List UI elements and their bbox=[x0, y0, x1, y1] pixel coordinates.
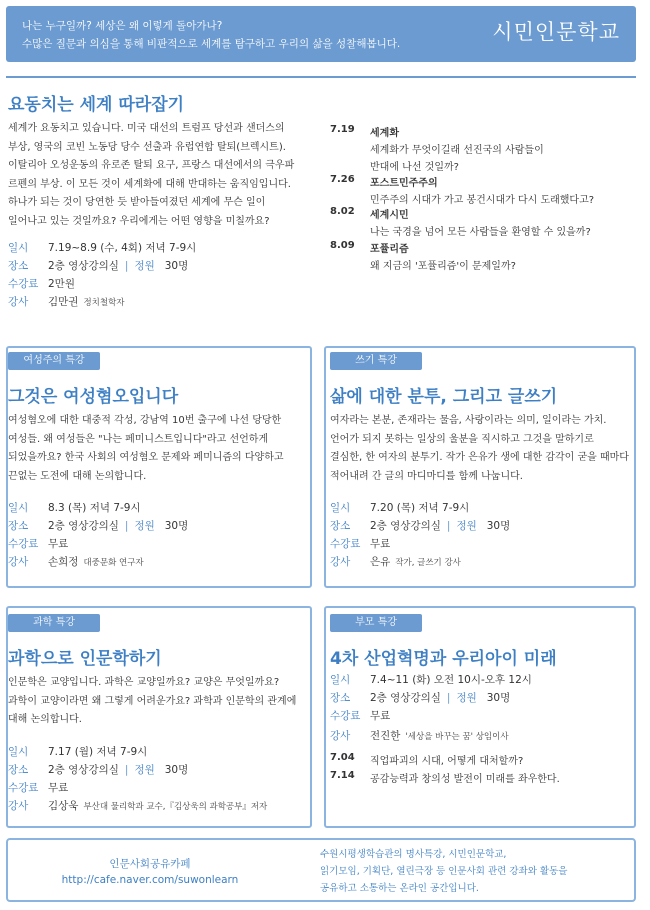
s2-lecturer-title: 대중문화 연구자 bbox=[83, 558, 144, 568]
schedule-sub: 직업파괴의 시대, 어떻게 대처할까? bbox=[370, 756, 524, 767]
lecturer-label: 강사 bbox=[8, 296, 29, 308]
schedule-date: 7.14 bbox=[330, 770, 355, 781]
schedule-date: 7.19 bbox=[330, 124, 355, 135]
s5-date: 7.4~11 (화) 오전 10시-오후 12시 bbox=[370, 674, 532, 686]
place-label: 장소 bbox=[330, 692, 351, 704]
schedule-title: 세계시민 bbox=[370, 210, 409, 221]
s4-date: 7.17 (월) 저녁 7-9시 bbox=[48, 746, 148, 758]
s5-capacity: 30명 bbox=[486, 692, 511, 704]
s5-fee: 무료 bbox=[370, 710, 391, 722]
s2-lecturer: 손희정 bbox=[48, 556, 79, 568]
s2-capacity: 30명 bbox=[164, 520, 189, 532]
s1-schedule-item bbox=[330, 158, 630, 175]
s1-schedule-item bbox=[330, 124, 630, 158]
s3-date: 7.20 (목) 저녁 7-9시 bbox=[370, 502, 470, 514]
s4-tag: 과학 특강 bbox=[8, 614, 100, 632]
s5-schedule-item bbox=[330, 770, 630, 788]
footer-desc-line: 공유하고 소통하는 온라인 공간입니다. bbox=[320, 883, 479, 894]
schedule-title: 세계화 bbox=[370, 128, 399, 139]
footer-desc-line: 읽기모임, 기획단, 열린극장 등 인문사회 관련 강좌와 활동을 bbox=[320, 866, 568, 877]
s1-desc-line: 르펜의 부상. 이 모든 것이 세계화에 대해 반대하는 움직임입니다. bbox=[8, 178, 291, 190]
date-label: 일시 bbox=[8, 746, 29, 758]
capacity-label: 정원 bbox=[456, 520, 477, 532]
s4-lecturer: 김상욱 bbox=[48, 800, 79, 812]
s3-tag: 쓰기 특강 bbox=[330, 352, 422, 370]
lecturer-label: 강사 bbox=[330, 556, 351, 568]
s2-description bbox=[8, 412, 308, 486]
s3-lecturer-title: 작가, 글쓰기 강사 bbox=[395, 558, 461, 568]
s1-schedule-item bbox=[330, 174, 630, 208]
capacity-label: 정원 bbox=[134, 260, 155, 272]
fee-label: 수강료 bbox=[330, 538, 361, 550]
s4-place: 2층 영상강의실 bbox=[48, 764, 119, 776]
s4-desc-line: 인문학은 교양입니다. 과학은 교양일까요? 교양은 무엇일까요? bbox=[8, 677, 280, 688]
s5-place: 2층 영상강의실 bbox=[370, 692, 441, 704]
fee-label: 수강료 bbox=[330, 710, 361, 722]
s2-desc-line: 여성들. 왜 여성들은 "나는 페미니스트입니다"라고 선언하게 bbox=[8, 433, 269, 445]
s2-desc-line: 되었을까요? 한국 사회의 여성혐오 문제와 페미니즘의 다양하고 bbox=[8, 452, 284, 463]
s1-date: 7.19~8.9 (수, 4회) 저녁 7-9시 bbox=[48, 242, 197, 254]
s2-place: 2층 영상강의실 bbox=[48, 520, 119, 532]
s2-heading: 그것은 여성혐오입니다 bbox=[8, 387, 179, 407]
footer-desc-line: 수원시평생학습관의 명사특강, 시민인문학교, bbox=[320, 849, 507, 860]
s4-capacity: 30명 bbox=[164, 764, 189, 776]
schedule-sub: 나는 국경을 넘어 모든 사람들을 환영할 수 있을까? bbox=[370, 227, 591, 238]
s3-desc-line: 언어가 되지 못하는 일상의 울분을 직시하고 그것을 말하기로 bbox=[330, 433, 594, 445]
s1-desc-line: 일어나고 있는 것일까요? 우리에게는 어떤 영향을 미칠까요? bbox=[8, 215, 270, 227]
s3-desc-line: 여자라는 본분, 존재라는 물음, 사랑이라는 의미, 일이라는 가치. bbox=[330, 415, 607, 426]
schedule-title: 포스트민주주의 bbox=[370, 178, 438, 189]
fee-label: 수강료 bbox=[8, 782, 39, 794]
lecturer-label: 강사 bbox=[8, 556, 29, 568]
lecturer-label: 강사 bbox=[330, 730, 351, 742]
s1-heading: 요동치는 세계 따라잡기 bbox=[8, 95, 185, 115]
s3-desc-line: 적어내려 간 글의 마디마디를 함께 나눕니다. bbox=[330, 470, 523, 482]
s5-lecturer-title: '세상을 바꾸는 꿈' 상임이사 bbox=[405, 732, 509, 742]
footer-description bbox=[320, 846, 567, 897]
place-label: 장소 bbox=[8, 764, 29, 776]
s3-lecturer: 은유 bbox=[370, 556, 391, 568]
s2-desc-line: 끈없는 도전에 대해 논의합니다. bbox=[8, 470, 147, 482]
s5-tag: 부모 특강 bbox=[330, 614, 422, 632]
s1-place: 2층 영상강의실 bbox=[48, 260, 119, 272]
s1-desc-line: 이탈리아 오성운동의 유로존 탈퇴 요구, 프랑스 대선에서의 극우파 bbox=[8, 160, 295, 171]
s5-lecturer: 전진한 bbox=[370, 730, 401, 742]
header-banner bbox=[6, 6, 636, 62]
s3-heading: 삶에 대한 분투, 그리고 글쓰기 bbox=[330, 387, 558, 407]
s1-lecturer-title: 정치철학자 bbox=[83, 298, 125, 308]
s1-schedule-item bbox=[330, 206, 630, 240]
date-label: 일시 bbox=[330, 502, 351, 514]
s4-fee: 무료 bbox=[48, 782, 69, 794]
s1-lecturer: 김만권 bbox=[48, 296, 79, 308]
s2-date: 8.3 (목) 저녁 7-9시 bbox=[48, 502, 141, 514]
s5-schedule-item bbox=[330, 752, 630, 770]
capacity-label: 정원 bbox=[134, 520, 155, 532]
s3-desc-line: 결심한, 한 여자의 분투기. 작가 은유가 생에 대한 감각이 굳을 때마다 bbox=[330, 452, 629, 463]
header-subtitle-2: 수많은 질문과 의심을 통해 비판적으로 세계를 탐구하고 우리의 삶을 성찰해봅니다. bbox=[22, 38, 401, 50]
section-divider bbox=[6, 76, 636, 78]
schedule-date: 8.02 bbox=[330, 206, 355, 217]
schedule-sub: 민주주의 시대가 가고 봉건시대가 다시 도래했다고? bbox=[370, 195, 595, 206]
place-label: 장소 bbox=[8, 520, 29, 532]
s1-description bbox=[8, 120, 318, 231]
s3-fee: 무료 bbox=[370, 538, 391, 550]
s1-desc-line: 하나가 되는 것이 당연한 듯 받아들여졌던 세계에 무슨 일이 bbox=[8, 197, 266, 208]
place-label: 장소 bbox=[330, 520, 351, 532]
fee-label: 수강료 bbox=[8, 538, 39, 550]
capacity-label: 정원 bbox=[134, 764, 155, 776]
footer-cafe-url[interactable]: http://cafe.naver.com/suwonlearn bbox=[61, 874, 239, 886]
schedule-sub: 공감능력과 창의성 발전이 미래를 좌우한다. bbox=[370, 774, 560, 785]
lecturer-label: 강사 bbox=[8, 800, 29, 812]
fee-label: 수강료 bbox=[8, 278, 39, 290]
s4-desc-line: 과학이 교양이라면 왜 그렇게 어려운가요? 과학과 인문학의 관계에 bbox=[8, 695, 297, 707]
footer-cafe-name: 인문사회공유카페 bbox=[109, 858, 191, 870]
s3-place: 2층 영상강의실 bbox=[370, 520, 441, 532]
header-subtitle-1: 나는 누구일까? 세상은 왜 이렇게 돌아가나? bbox=[22, 20, 223, 32]
s5-heading: 4차 산업혁명과 우리아이 미래 bbox=[330, 649, 557, 669]
schedule-date: 8.09 bbox=[330, 240, 355, 251]
s4-description bbox=[8, 674, 308, 730]
s1-schedule-item bbox=[330, 240, 630, 274]
schedule-sub: 반대에 나선 것일까? bbox=[370, 162, 459, 173]
s1-fee: 2만원 bbox=[48, 278, 75, 290]
date-label: 일시 bbox=[8, 502, 29, 514]
s4-lecturer-title: 부산대 물리학과 교수,『김상욱의 과학공부』저자 bbox=[83, 802, 268, 812]
s4-heading: 과학으로 인문학하기 bbox=[8, 649, 162, 669]
s2-fee: 무료 bbox=[48, 538, 69, 550]
date-label: 일시 bbox=[8, 242, 29, 254]
s1-capacity: 30명 bbox=[164, 260, 189, 272]
schedule-sub: 세계화가 무엇이길래 선진국의 사람들이 bbox=[370, 145, 544, 156]
s2-tag: 여성주의 특강 bbox=[8, 352, 100, 370]
s2-desc-line: 여성혐오에 대한 대중적 각성, 강남역 10번 출구에 나선 당당한 bbox=[8, 415, 282, 426]
schedule-date: 7.26 bbox=[330, 174, 355, 185]
schedule-date: 7.04 bbox=[330, 752, 355, 763]
capacity-label: 정원 bbox=[456, 692, 477, 704]
date-label: 일시 bbox=[330, 674, 351, 686]
s3-description bbox=[330, 412, 634, 486]
place-label: 장소 bbox=[8, 260, 29, 272]
s1-desc-line: 부상, 영국의 코빈 노동당 당수 선출과 유럽연합 탈퇴(브렉시트). bbox=[8, 141, 286, 153]
s4-desc-line: 대해 논의합니다. bbox=[8, 714, 82, 725]
header-title: 시민인문학교 bbox=[492, 20, 620, 44]
schedule-title: 포퓰리즘 bbox=[370, 244, 409, 255]
s1-desc-line: 세계가 요동치고 있습니다. 미국 대선의 트럼프 당선과 샌더스의 bbox=[8, 123, 285, 134]
s3-capacity: 30명 bbox=[486, 520, 511, 532]
schedule-sub: 왜 지금의 '포퓰리즘'이 문제일까? bbox=[370, 261, 516, 272]
